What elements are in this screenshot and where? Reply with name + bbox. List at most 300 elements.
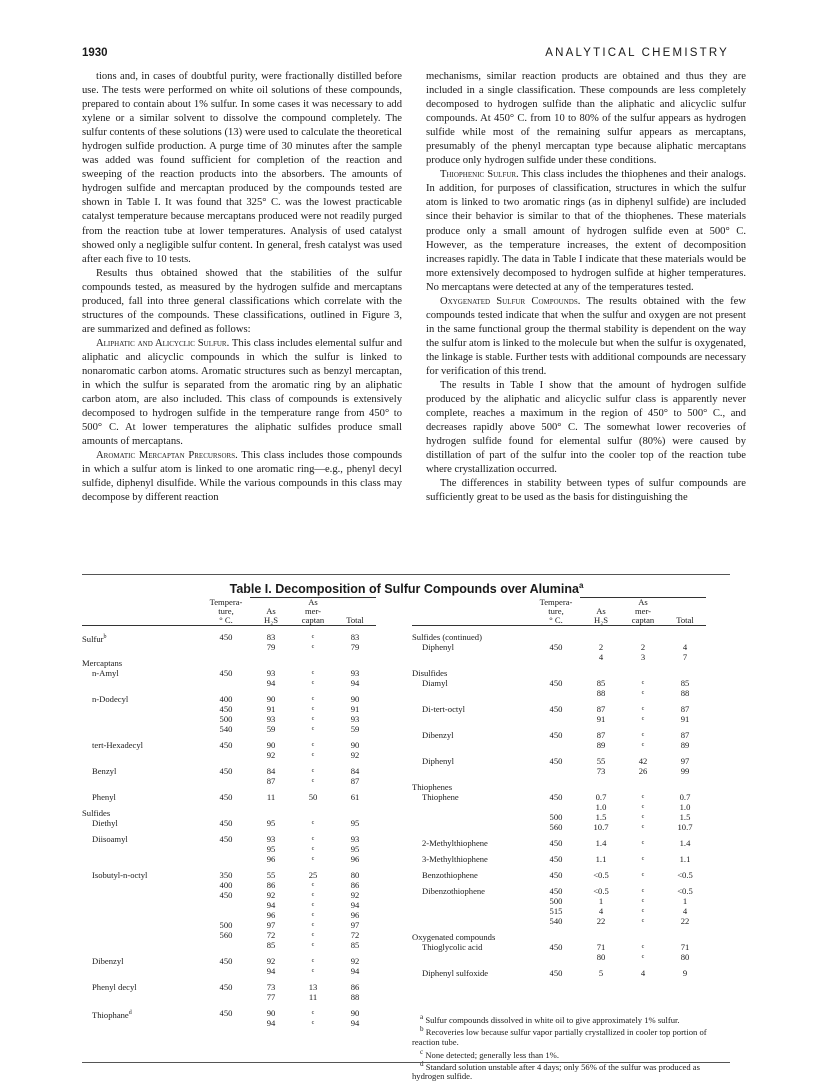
total-value: 92	[350, 956, 360, 966]
compound-name	[82, 956, 202, 976]
total-value: <0.5	[677, 886, 693, 896]
temp-value: 450	[219, 632, 233, 642]
merc-value: 11	[308, 992, 318, 1002]
total-value: 80	[680, 952, 690, 962]
merc-value: 26	[638, 766, 648, 776]
temp-cell	[532, 642, 580, 662]
merc-value: c	[641, 742, 645, 748]
merc-value: c	[311, 1020, 315, 1026]
table-row	[412, 632, 706, 642]
h2s-value: 94	[266, 1018, 276, 1028]
total-value: 88	[680, 688, 690, 698]
footnote-text: None detected; generally less than 1%.	[423, 1049, 559, 1060]
paragraph-text: This class includes elemental sulfur and aliphatic and alicyclic compounds in which the sulfur is linked to nonaromatic carbon atoms. Aromatic structures such as benzyl mercaptan, in which the sulfur is separated from the aromatic ring by an aliphatic carbon atom, are also included. This class of compounds is extensively decomposed to hydrogen sulfide in the temperature range from 450° to 500° C. At lower temperatures the aliphatic sulfides produce small amounts of mercaptans.	[82, 337, 403, 448]
temp-value: 500	[549, 896, 563, 906]
table-row	[412, 870, 706, 880]
temp-value: 450	[549, 704, 563, 714]
merc-cell	[622, 942, 664, 962]
compound-name	[82, 632, 202, 652]
compound-name	[412, 668, 532, 678]
compound-label: Benzyl	[92, 766, 117, 776]
paragraph-text: This class includes those compounds in which a sulfur atom is linked to one aromatic ring—e.g., phenyl decyl sulfide, diphenyl disulfide. While the various compounds in this class may decompose by different reaction	[82, 450, 402, 504]
temp-value: 560	[549, 822, 563, 832]
footnote	[412, 1048, 730, 1060]
total-value: 86	[350, 880, 360, 890]
h2s-value: 85	[266, 940, 276, 950]
merc-cell	[292, 982, 334, 1002]
compound-name	[412, 870, 532, 880]
temp-value: 450	[549, 942, 563, 952]
compound-label: Diphenyl	[422, 642, 454, 652]
table-row	[412, 642, 706, 662]
h2s-cell	[250, 632, 292, 652]
total-cell	[334, 808, 376, 818]
compound-name	[82, 834, 202, 864]
total-value: 94	[350, 678, 360, 688]
merc-value: 3	[640, 652, 646, 662]
merc-value: c	[641, 918, 645, 924]
merc-cell	[622, 678, 664, 698]
merc-cell	[622, 886, 664, 926]
h2s-cell	[250, 792, 292, 802]
total-value: 94	[350, 966, 360, 976]
total-value: 90	[350, 694, 360, 704]
merc-value: c	[311, 912, 315, 918]
table-row	[82, 818, 376, 828]
total-cell	[334, 740, 376, 760]
merc-value: c	[641, 872, 645, 878]
merc-value: c	[311, 892, 315, 898]
compound-label: Disulfides	[412, 668, 448, 678]
footnote	[412, 1060, 730, 1082]
total-value: 4	[682, 642, 688, 652]
table-row	[412, 854, 706, 864]
compound-name	[412, 932, 532, 942]
temp-cell	[532, 730, 580, 750]
table-row	[412, 932, 706, 942]
h2s-cell	[250, 818, 292, 828]
h2s-cell	[250, 740, 292, 760]
table-left-half	[82, 597, 376, 1034]
merc-value: c	[641, 804, 645, 810]
h2s-value: 4	[598, 652, 604, 662]
compound-name	[82, 766, 202, 786]
total-value: 93	[350, 668, 360, 678]
table-row	[412, 886, 706, 926]
table-row	[412, 668, 706, 678]
merc-header: As mer- captan	[622, 598, 664, 626]
temp-value: 560	[219, 930, 233, 940]
total-value: 90	[350, 1008, 360, 1018]
temp-cell	[202, 982, 250, 1002]
h2s-value: 80	[596, 952, 606, 962]
temp-cell	[202, 740, 250, 760]
merc-value: c	[311, 680, 315, 686]
table-row	[82, 668, 376, 688]
merc-cell	[622, 854, 664, 864]
merc-value: c	[311, 932, 315, 938]
total-value: <0.5	[677, 870, 693, 880]
compound-name	[412, 886, 532, 926]
total-value: 22	[680, 916, 690, 926]
page-number: 1930	[82, 47, 108, 59]
body-paragraph	[82, 449, 402, 505]
compound-label: Diamyl	[422, 678, 448, 688]
merc-cell	[292, 740, 334, 760]
temp-cell	[532, 704, 580, 724]
h2s-cell	[580, 932, 622, 942]
temp-cell	[532, 886, 580, 926]
temp-value: 450	[219, 740, 233, 750]
body-paragraph	[426, 379, 746, 477]
merc-value: c	[311, 968, 315, 974]
total-cell	[334, 632, 376, 652]
temp-value: 450	[549, 838, 563, 848]
total-cell	[664, 838, 706, 848]
compound-name	[412, 792, 532, 832]
merc-value: c	[311, 902, 315, 908]
total-value: 72	[350, 930, 360, 940]
table-row	[82, 956, 376, 976]
h2s-value: 90	[266, 740, 276, 750]
merc-value: c	[311, 958, 315, 964]
compound-header	[82, 598, 202, 626]
h2s-cell	[580, 942, 622, 962]
compound-label: Diisoamyl	[92, 834, 128, 844]
total-value: 4	[682, 906, 688, 916]
footnote-mark: b	[420, 1025, 424, 1034]
temp-value: 450	[219, 1008, 233, 1018]
compound-name	[412, 704, 532, 724]
merc-value: c	[641, 716, 645, 722]
data-table	[82, 597, 376, 1034]
total-value: 96	[350, 910, 360, 920]
temp-value: 515	[549, 906, 563, 916]
merc-value: c	[641, 954, 645, 960]
temp-cell	[202, 632, 250, 652]
h2s-value: 94	[266, 678, 276, 688]
h2s-cell	[580, 782, 622, 792]
compound-label: Di-tert-octyl	[422, 704, 465, 714]
body-paragraph	[426, 295, 746, 379]
table-row	[82, 1008, 376, 1028]
compound-label: Diphenyl sulfoxide	[422, 968, 489, 978]
compound-name	[412, 632, 532, 642]
h2s-value: 95	[266, 818, 276, 828]
merc-value: c	[641, 732, 645, 738]
footnote-text: Sulfur compounds dissolved in white oil to give approximately 1% sulfur.	[423, 1014, 680, 1025]
temp-cell	[202, 956, 250, 976]
h2s-value: 59	[266, 724, 276, 734]
merc-value: c	[311, 942, 315, 948]
merc-value: c	[311, 1010, 315, 1016]
merc-value: c	[641, 898, 645, 904]
compound-label: Dibenzyl	[92, 956, 124, 966]
merc-value: c	[311, 644, 315, 650]
total-cell	[334, 792, 376, 802]
temp-value: 450	[219, 982, 233, 992]
temp-value: 450	[549, 678, 563, 688]
total-cell	[334, 766, 376, 786]
temp-value: 450	[549, 756, 563, 766]
compound-name	[412, 782, 532, 792]
h2s-value: 89	[596, 740, 606, 750]
merc-value: c	[641, 794, 645, 800]
total-cell	[664, 756, 706, 776]
h2s-value: 97	[266, 920, 276, 930]
h2s-value: 93	[266, 714, 276, 724]
table-right-half	[412, 597, 706, 984]
h2s-value: 0.7	[595, 792, 607, 802]
temp-cell	[532, 870, 580, 880]
table-row	[82, 740, 376, 760]
total-value: 88	[350, 992, 360, 1002]
total-cell	[334, 694, 376, 734]
total-value: 71	[680, 942, 690, 952]
compound-name	[82, 870, 202, 950]
temp-cell	[532, 632, 580, 642]
merc-value: c	[311, 778, 315, 784]
merc-value: 4	[640, 968, 646, 978]
merc-value: 42	[638, 756, 648, 766]
total-value: 92	[350, 750, 360, 760]
total-cell	[664, 854, 706, 864]
compound-label: Thioglycolic acid	[422, 942, 483, 952]
temp-cell	[202, 658, 250, 668]
h2s-cell	[250, 1008, 292, 1028]
total-value: 87	[680, 704, 690, 714]
h2s-value: 1.5	[595, 812, 607, 822]
temp-value: 450	[549, 730, 563, 740]
compound-name	[82, 792, 202, 802]
paragraph-heading: Aliphatic and Alicyclic Sulfur.	[96, 337, 230, 349]
compound-label: n-Amyl	[92, 668, 119, 678]
paragraph-heading: Thiophenic Sulfur.	[440, 169, 519, 181]
temp-cell	[202, 694, 250, 734]
h2s-cell	[250, 668, 292, 688]
total-header: Total	[334, 598, 376, 626]
total-value: 86	[350, 982, 360, 992]
body-paragraph	[82, 70, 402, 267]
merc-value: c	[311, 706, 315, 712]
merc-cell	[292, 792, 334, 802]
temp-value: 400	[219, 880, 233, 890]
compound-label: Isobutyl-n-octyl	[92, 870, 148, 880]
h2s-value: 83	[266, 632, 276, 642]
table-row	[412, 838, 706, 848]
total-value: 96	[350, 854, 360, 864]
compound-label: Thiophenes	[412, 782, 453, 792]
total-value: 83	[350, 632, 360, 642]
table-row	[82, 632, 376, 652]
merc-value: 2	[640, 642, 646, 652]
compound-label: Dibenzothiophene	[422, 886, 486, 896]
temp-cell	[532, 838, 580, 848]
total-cell	[664, 886, 706, 926]
h2s-header: As H₂S	[250, 598, 292, 626]
table-row	[82, 658, 376, 668]
h2s-value: 77	[266, 992, 276, 1002]
h2s-header: As H₂S	[580, 598, 622, 626]
table-bottom-rule	[82, 1062, 730, 1063]
merc-cell	[292, 668, 334, 688]
compound-name	[82, 740, 202, 760]
h2s-cell	[580, 838, 622, 848]
merc-value: c	[641, 856, 645, 862]
h2s-cell	[250, 694, 292, 734]
merc-cell	[622, 932, 664, 942]
h2s-value: 1	[598, 896, 604, 906]
merc-value: c	[641, 824, 645, 830]
footnote-mark: d	[128, 1010, 132, 1016]
compound-name	[412, 942, 532, 962]
paragraph-text: tions and, in cases of doubtful purity, were fractionally distilled before use. The tests were performed on white oil solutions of these compounds, prepared to contain about 1% sulfur. In some cases it was necessary to add xylene or a similar solvent to dissolve the compound completely. The sulfur contents of these solutions (13) were used to calculate the theoretical hydrogen sulfide production. A purge time of 30 minutes after the sample was added was found sufficient for completion of the reaction and sweeping of the reaction products into the absorbers. The amounts of hydrogen sulfide and mercaptan produced by the compounds tested are shown in Table I. It was found that 325° C. was the lowest practicable catalyst temperature because mercaptans produced were not readily purged from the reaction tube at lower temperatures. Analysis of used catalyst showed only a negligible sulfur content. In general, fresh catalyst was used after each five to 10 tests.	[82, 71, 402, 265]
merc-cell	[622, 792, 664, 832]
table-row	[412, 704, 706, 724]
total-value: 93	[350, 714, 360, 724]
paragraph-text: The results in Table I show that the amount of hydrogen sulfide produced by the aliphatic and alicyclic sulfur class is apparently never complete, reaches a maximum in the region of 450° to 500° C., and decreases rapidly above 500° C. The somewhat lower recoveries of hydrogen sulfide found for elemental sulfur (80%) were caused by distillation of part of the sulfur into the cooler top of the reaction tube where crystallization occurred.	[426, 380, 746, 476]
footnote-text: Recoveries low because sulfur vapor partially crystallized in cooler top portion of reaction tube.	[412, 1027, 707, 1047]
merc-value: c	[641, 680, 645, 686]
total-value: 1.4	[679, 838, 691, 848]
merc-cell	[622, 756, 664, 776]
compound-label: Thiophane	[92, 1009, 129, 1020]
temp-cell	[202, 834, 250, 864]
total-value: 59	[350, 724, 360, 734]
h2s-value: 79	[266, 642, 276, 652]
temp-cell	[532, 854, 580, 864]
compound-name	[82, 658, 202, 668]
h2s-value: 85	[596, 678, 606, 688]
h2s-cell	[250, 834, 292, 864]
h2s-value: 91	[596, 714, 606, 724]
temp-value: 500	[219, 714, 233, 724]
h2s-cell	[580, 854, 622, 864]
h2s-value: 72	[266, 930, 276, 940]
merc-cell	[622, 632, 664, 642]
compound-name	[82, 808, 202, 818]
compound-label: Diphenyl	[422, 756, 454, 766]
h2s-cell	[580, 886, 622, 926]
h2s-cell	[580, 668, 622, 678]
compound-label: tert-Hexadecyl	[92, 740, 144, 750]
h2s-value: 90	[266, 1008, 276, 1018]
merc-value: 25	[308, 870, 318, 880]
paragraph-heading: Oxygenated Sulfur Compounds.	[440, 295, 581, 307]
total-value: 95	[350, 818, 360, 828]
h2s-value: 94	[266, 900, 276, 910]
body-paragraph	[426, 477, 746, 505]
temp-value: 450	[549, 854, 563, 864]
merc-value: c	[641, 814, 645, 820]
total-cell	[664, 782, 706, 792]
table-row	[412, 792, 706, 832]
table-row	[82, 982, 376, 1002]
total-value: 1.5	[679, 812, 691, 822]
compound-label: Phenyl decyl	[92, 982, 137, 992]
merc-cell	[292, 808, 334, 818]
temp-header: Tempera- ture, ° C.	[532, 598, 580, 626]
total-value: 91	[680, 714, 690, 724]
compound-label: Dibenzyl	[422, 730, 454, 740]
total-header: Total	[664, 598, 706, 626]
compound-label: Thiophene	[422, 792, 459, 802]
merc-value: c	[641, 690, 645, 696]
temp-value: 450	[219, 834, 233, 844]
h2s-value: 93	[266, 668, 276, 678]
temp-cell	[532, 932, 580, 942]
total-value: 97	[350, 920, 360, 930]
temp-value: 500	[549, 812, 563, 822]
left-text-column	[82, 70, 402, 505]
compound-name	[412, 854, 532, 864]
total-value: 79	[350, 642, 360, 652]
merc-value: c	[641, 706, 645, 712]
h2s-value: 87	[596, 704, 606, 714]
total-cell	[664, 932, 706, 942]
h2s-value: 86	[266, 880, 276, 890]
total-value: 61	[350, 792, 360, 802]
h2s-value: 87	[266, 776, 276, 786]
merc-value: c	[641, 944, 645, 950]
compound-label: 3-Methylthiophene	[422, 854, 488, 864]
footnote-mark: c	[420, 1047, 424, 1056]
temp-value: 450	[549, 870, 563, 880]
compound-label: Sulfides (continued)	[412, 632, 482, 642]
total-cell	[664, 642, 706, 662]
total-value: 95	[350, 844, 360, 854]
merc-value: c	[311, 768, 315, 774]
total-value: 10.7	[677, 822, 693, 832]
h2s-value: 93	[266, 834, 276, 844]
total-value: 94	[350, 900, 360, 910]
compound-name	[82, 982, 202, 1002]
h2s-value: 84	[266, 766, 276, 776]
temp-cell	[532, 968, 580, 978]
merc-value: c	[311, 922, 315, 928]
h2s-value: 90	[266, 694, 276, 704]
table-row	[82, 766, 376, 786]
h2s-value: 2	[598, 642, 604, 652]
compound-name	[412, 642, 532, 662]
merc-header: As mer- captan	[292, 598, 334, 626]
merc-value: c	[311, 670, 315, 676]
temp-value: 450	[549, 792, 563, 802]
paragraph-text: Results thus obtained showed that the stabilities of the sulfur compounds tested, as measured by the hydrogen sulfide and mercaptans produced, fall into three general classifications which correlate with the structures of the compounds. These classifications, outlined in Figure 3, are summarized and defined as follows:	[82, 267, 402, 335]
compound-label: Sulfides	[82, 808, 111, 818]
total-cell	[334, 658, 376, 668]
merc-value: c	[311, 882, 315, 888]
temp-cell	[532, 678, 580, 698]
h2s-cell	[250, 808, 292, 818]
paragraph-text: This class includes the thiophenes and their analogs. In addition, for purposes of classification, structures in which the sulfur atom is linked to two aromatic rings (as in diphenyl sulfide) are included since their behavior is similar to that of the thiophenes. These materials produce only a small amount of hydrogen sulfide even at 500° C. However, as the temperature increases, the extent of decomposition increases rapidly. The data in Table I indicate that these materials would be more extensively decomposed to hydrogen sulfide at higher temperatures. No mercaptans were detected at any of the temperatures tested.	[426, 169, 746, 293]
total-value: 97	[680, 756, 690, 766]
merc-cell	[622, 968, 664, 978]
temp-value: 540	[549, 916, 563, 926]
h2s-cell	[580, 870, 622, 880]
compound-header	[412, 598, 532, 626]
compound-name	[412, 730, 532, 750]
merc-cell	[622, 870, 664, 880]
total-value: 91	[350, 704, 360, 714]
merc-cell	[292, 694, 334, 734]
merc-cell	[292, 818, 334, 828]
compound-label: Sulfur	[82, 633, 104, 644]
h2s-value: 73	[266, 982, 276, 992]
compound-name	[412, 756, 532, 776]
compound-name	[82, 818, 202, 828]
merc-value: 50	[308, 792, 318, 802]
